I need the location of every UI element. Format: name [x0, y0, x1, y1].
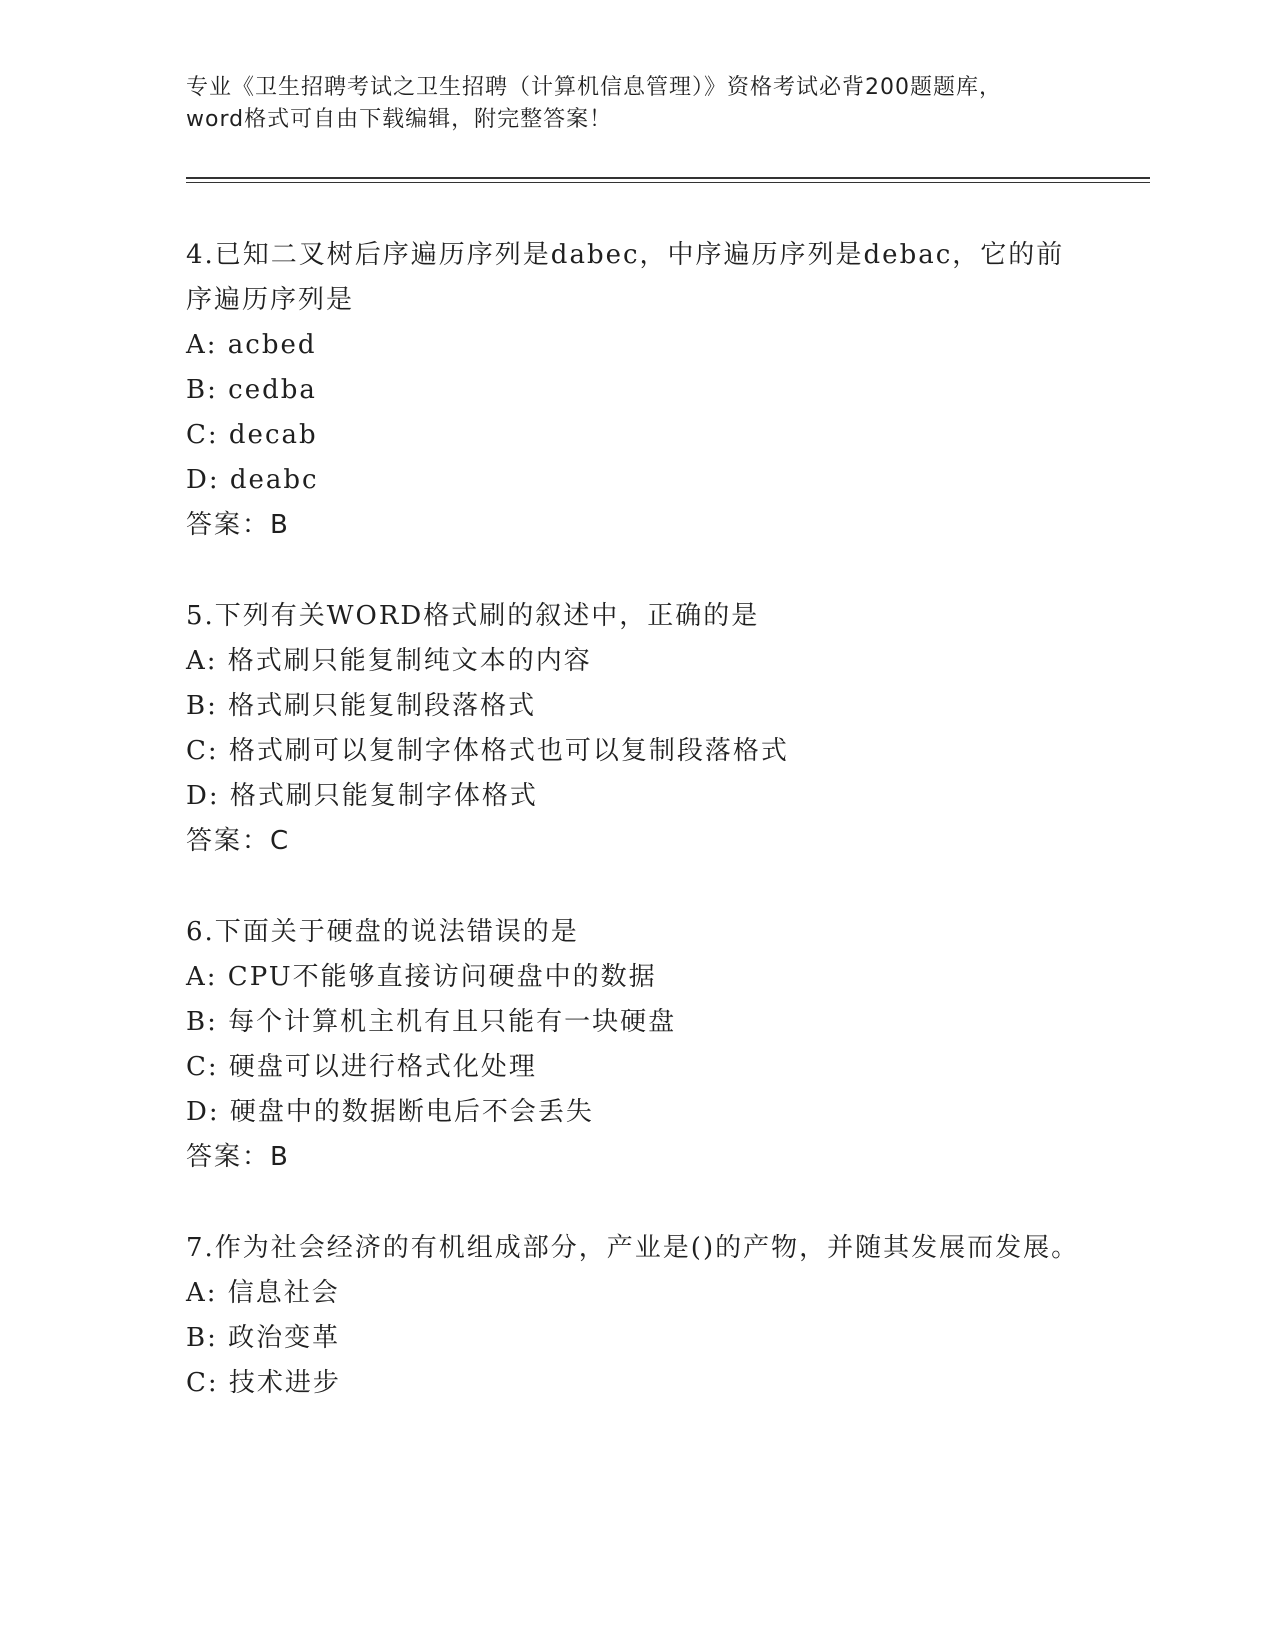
header-line-2: word格式可自由下载编辑，附完整答案！	[186, 107, 613, 132]
question-stem: 4.已知二叉树后序遍历序列是dabec，中序遍历序列是debac，它的前序遍历序列是	[186, 240, 1065, 315]
document-header	[186, 72, 1086, 136]
question-5	[186, 594, 1086, 864]
option-b: B: 政治变革	[186, 1323, 341, 1353]
option-c: C: decab	[186, 420, 318, 450]
option-a: A: 格式刷只能复制纯文本的内容	[186, 646, 592, 676]
option-c: C: 格式刷可以复制字体格式也可以复制段落格式	[186, 736, 789, 766]
option-c: C: 技术进步	[186, 1368, 341, 1398]
answer-line: 答案：B	[186, 1142, 290, 1172]
header-line-1: 专业《卫生招聘考试之卫生招聘（计算机信息管理）》资格考试必背200题题库，	[186, 75, 1002, 100]
option-c: C: 硬盘可以进行格式化处理	[186, 1052, 537, 1082]
header-divider	[186, 177, 1150, 179]
option-a: A: CPU不能够直接访问硬盘中的数据	[186, 962, 657, 992]
answer-line: 答案：B	[186, 510, 290, 540]
option-b: B: 格式刷只能复制段落格式	[186, 691, 537, 721]
header-divider-thin	[186, 182, 1150, 183]
option-a: A: acbed	[186, 330, 317, 360]
option-a: A: 信息社会	[186, 1278, 340, 1308]
question-6	[186, 910, 1086, 1180]
question-stem: 7.作为社会经济的有机组成部分，产业是()的产物，并随其发展而发展。	[186, 1233, 1080, 1263]
option-d: D: deabc	[186, 465, 319, 495]
option-d: D: 格式刷只能复制字体格式	[186, 781, 538, 811]
question-stem: 5.下列有关WORD格式刷的叙述中，正确的是	[186, 601, 760, 631]
option-d: D: 硬盘中的数据断电后不会丢失	[186, 1097, 594, 1127]
option-b: B: 每个计算机主机有且只能有一块硬盘	[186, 1007, 677, 1037]
question-list	[186, 233, 1086, 1452]
question-7	[186, 1226, 1086, 1406]
answer-line: 答案：C	[186, 826, 291, 856]
option-b: B: cedba	[186, 375, 317, 405]
question-stem: 6.下面关于硬盘的说法错误的是	[186, 917, 579, 947]
question-4	[186, 233, 1086, 548]
